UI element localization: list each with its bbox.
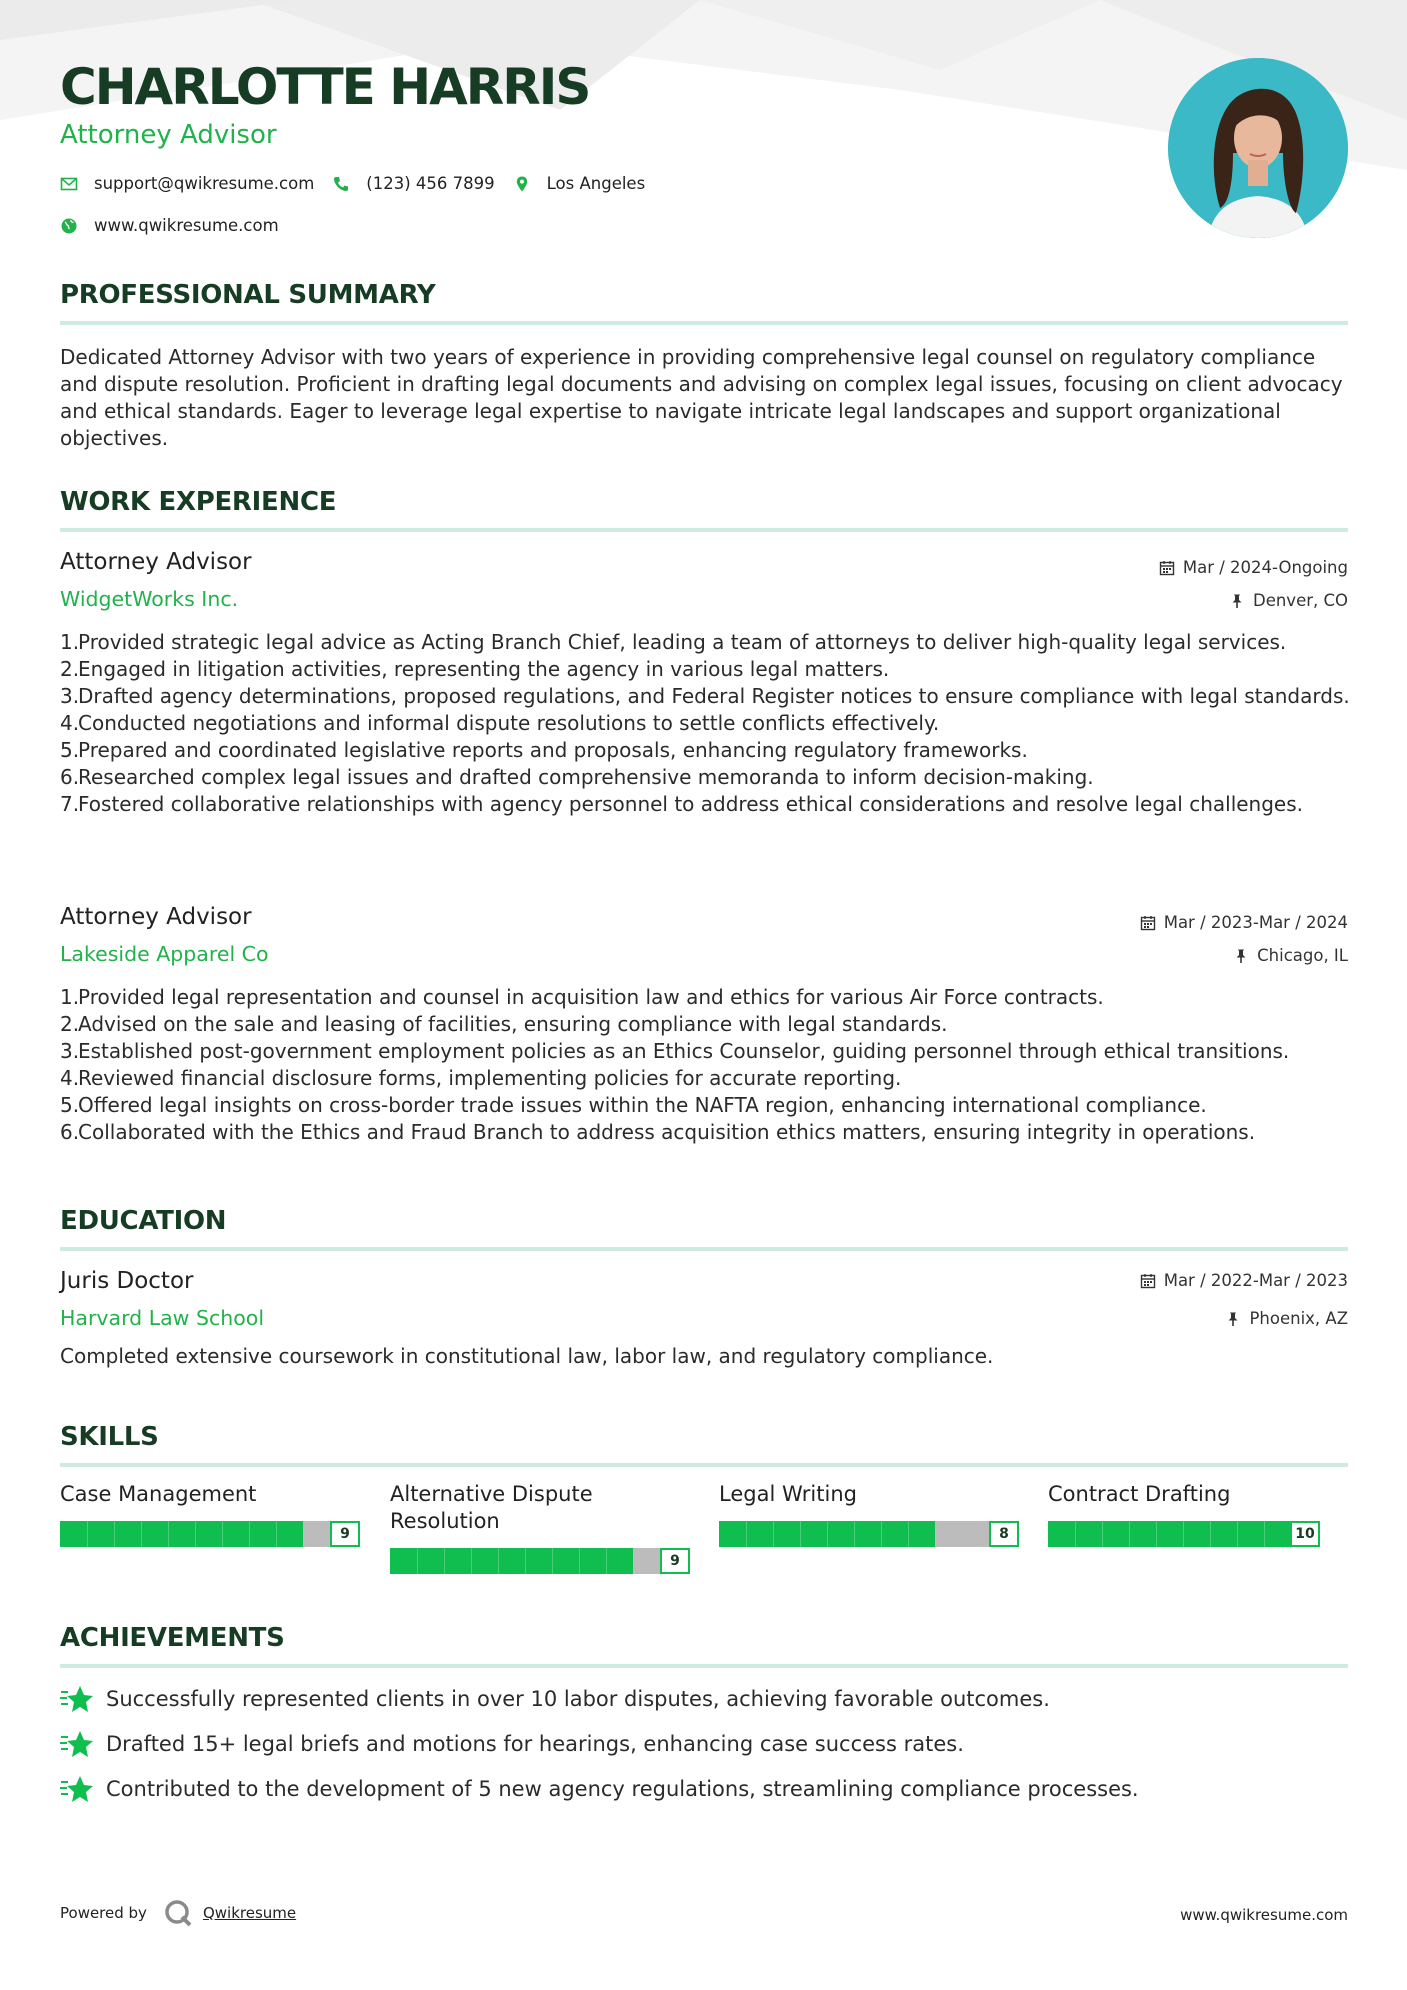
list-item: 7. Fostered collaborative relationships with agency personnel to address ethical considerations and resolve legal challenges. — [60, 792, 1304, 816]
skill-name: Contract Drafting — [1048, 1482, 1231, 1506]
skill-bar-segment-divider — [827, 1521, 828, 1547]
education-description: Completed extensive coursework in constitutional law, labor law, and regulatory compliance. — [60, 1344, 994, 1368]
pushpin-icon — [1225, 1311, 1241, 1327]
achievement-text: Successfully represented clients in over 10 labor disputes, achieving favorable outcomes. — [106, 1687, 1050, 1711]
job-dates-text: Mar / 2023-Mar / 2024 — [1163, 913, 1348, 932]
summary-text: Dedicated Attorney Advisor with two years of experience in providing comprehensive legal counsel on regulatory compliance and dispute resolution. Proficient in drafting legal documents and advising on complex legal issues, focusing on client advocacy and ethical standards. Eager to leverage legal expertise to navigate intricate legal landscapes and support organizational objectives. — [60, 345, 1343, 450]
list-item: 6. Researched complex legal issues and drafted comprehensive memoranda to inform decision-making. — [60, 765, 1094, 789]
job-title: Attorney Advisor — [60, 904, 252, 930]
skill-bar-segment-divider — [444, 1548, 445, 1574]
star-icon — [60, 1684, 94, 1714]
map-pin-icon — [513, 175, 531, 193]
brand-link[interactable]: Qwikresume — [202, 1904, 297, 1922]
contact-row-secondary — [60, 216, 297, 235]
skill-bar-segment-divider — [746, 1521, 747, 1547]
calendar-icon — [1159, 560, 1175, 576]
skill-bar-segment-divider — [881, 1521, 882, 1547]
section-title-achievements: ACHIEVEMENTS — [60, 1623, 285, 1653]
skill-bar-segment-divider — [114, 1521, 115, 1547]
skill-bar-segment-divider — [579, 1548, 580, 1574]
skill-bar-fill — [60, 1521, 303, 1547]
skill-bar-track — [1048, 1521, 1318, 1547]
calendar-icon — [1140, 1273, 1156, 1289]
job-bullets — [60, 984, 1350, 1146]
section-divider — [60, 321, 1348, 325]
list-item: 5. Offered legal insights on cross-border trade issues within the NAFTA region, enhancing international compliance. — [60, 1093, 1207, 1117]
section-title-education: EDUCATION — [60, 1206, 227, 1236]
skill-item — [719, 1481, 1019, 1542]
job-dates — [1159, 558, 1348, 577]
job-dates — [1140, 913, 1348, 932]
education-dates — [1140, 1271, 1348, 1290]
profile-photo — [1168, 58, 1348, 238]
skill-bar-segment-divider — [606, 1548, 607, 1574]
skill-level-bar — [719, 1517, 1019, 1547]
phone-icon — [332, 175, 350, 193]
skill-bar-segment-divider — [87, 1521, 88, 1547]
skill-bar-segment-divider — [525, 1548, 526, 1574]
skill-bar-fill — [719, 1521, 935, 1547]
skill-level-bar — [1048, 1517, 1348, 1547]
job-location-text: Denver, CO — [1252, 591, 1348, 610]
footer-powered-by — [60, 1898, 296, 1928]
skill-bar-segment-divider — [249, 1521, 250, 1547]
list-item: 2. Advised on the sale and leasing of facilities, ensuring compliance with legal standards. — [60, 1012, 948, 1036]
skill-bar-segment-divider — [141, 1521, 142, 1547]
globe-icon — [60, 217, 78, 235]
list-item: 4. Conducted negotiations and informal dispute resolutions to settle conflicts effectively. — [60, 711, 940, 735]
education-location-text: Phoenix, AZ — [1249, 1309, 1348, 1328]
skill-bar-segment-divider — [800, 1521, 801, 1547]
skill-level-badge: 9 — [660, 1548, 690, 1574]
skill-bar-segment-divider — [195, 1521, 196, 1547]
star-icon — [60, 1774, 94, 1804]
achievement-text: Contributed to the development of 5 new agency regulations, streamlining compliance processes. — [106, 1777, 1139, 1801]
contact-email[interactable] — [60, 174, 314, 193]
achievement-item — [60, 1774, 1139, 1804]
skill-bar-segment-divider — [552, 1548, 553, 1574]
job-company: Lakeside Apparel Co — [60, 942, 269, 966]
skill-bar-track — [60, 1521, 330, 1547]
powered-by-label: Powered by — [60, 1904, 147, 1922]
candidate-name: CHARLOTTE HARRIS — [60, 58, 590, 116]
list-item: 3. Established post-government employment policies as an Ethics Counselor, guiding personnel through ethical transitions. — [60, 1039, 1290, 1063]
skill-name: Legal Writing — [719, 1482, 857, 1506]
skill-item — [60, 1481, 360, 1542]
job-location — [1233, 946, 1348, 965]
skill-bar-track — [719, 1521, 989, 1547]
job-dates-text: Mar / 2024-Ongoing — [1182, 558, 1348, 577]
skill-bar-segment-divider — [417, 1548, 418, 1574]
contact-row-primary — [60, 174, 663, 193]
skill-bar-segment-divider — [1237, 1521, 1238, 1547]
skill-bar-segment-divider — [1129, 1521, 1130, 1547]
section-divider — [60, 528, 1348, 532]
education-degree: Juris Doctor — [60, 1268, 194, 1294]
skill-bar-segment-divider — [1102, 1521, 1103, 1547]
skill-name: Alternative Dispute Resolution — [390, 1482, 593, 1533]
star-icon — [60, 1729, 94, 1759]
list-item: 4. Reviewed financial disclosure forms, implementing policies for accurate reporting. — [60, 1066, 902, 1090]
list-item: 2. Engaged in litigation activities, representing the agency in various legal matters. — [60, 657, 890, 681]
section-title-experience: WORK EXPERIENCE — [60, 487, 337, 517]
contact-website-text: www.qwikresume.com — [94, 216, 279, 235]
pushpin-icon — [1233, 948, 1249, 964]
skill-bar-segment-divider — [1210, 1521, 1211, 1547]
pushpin-icon — [1229, 593, 1245, 609]
contact-website[interactable] — [60, 216, 279, 235]
list-item: 3. Drafted agency determinations, proposed regulations, and Federal Register notices to ensure compliance with legal standards. — [60, 684, 1350, 708]
section-divider — [60, 1463, 1348, 1467]
skill-bar-segment-divider — [471, 1548, 472, 1574]
education-location — [1225, 1309, 1348, 1328]
list-item: 6. Collaborated with the Ethics and Fraud Branch to address acquisition ethics matters, ensuring integrity in operations. — [60, 1120, 1256, 1144]
envelope-icon — [60, 175, 78, 193]
list-item: 1. Provided legal representation and counsel in acquisition law and ethics for various Air Force contracts. — [60, 985, 1104, 1009]
skill-bar-segment-divider — [276, 1521, 277, 1547]
skill-bar-segment-divider — [168, 1521, 169, 1547]
contact-location-text: Los Angeles — [546, 174, 646, 193]
skill-bar-track — [390, 1548, 660, 1574]
section-divider — [60, 1664, 1348, 1668]
skill-bar-segment-divider — [1156, 1521, 1157, 1547]
skill-level-badge: 8 — [989, 1521, 1019, 1547]
skill-bar-fill — [1048, 1521, 1318, 1547]
calendar-icon — [1140, 915, 1156, 931]
skill-item — [390, 1481, 690, 1569]
skill-level-bar — [390, 1544, 690, 1574]
candidate-role: Attorney Advisor — [60, 120, 277, 150]
skill-level-bar — [60, 1517, 360, 1547]
section-divider — [60, 1247, 1348, 1251]
skill-bar-segment-divider — [773, 1521, 774, 1547]
skill-level-badge: 9 — [330, 1521, 360, 1547]
section-title-skills: SKILLS — [60, 1422, 159, 1452]
list-item: 1. Provided strategic legal advice as Acting Branch Chief, leading a team of attorneys to deliver high-quality legal services. — [60, 630, 1287, 654]
job-location-text: Chicago, IL — [1257, 946, 1348, 965]
profile-photo-illustration — [1168, 58, 1348, 238]
skill-bar-segment-divider — [1264, 1521, 1265, 1547]
qwikresume-logo-icon — [163, 1898, 193, 1928]
job-title: Attorney Advisor — [60, 549, 252, 575]
section-title-summary: PROFESSIONAL SUMMARY — [60, 280, 436, 310]
achievement-item — [60, 1684, 1050, 1714]
job-company: WidgetWorks Inc. — [60, 587, 239, 611]
skill-bar-segment-divider — [1075, 1521, 1076, 1547]
skill-bar-segment-divider — [222, 1521, 223, 1547]
skill-bar-segment-divider — [498, 1548, 499, 1574]
skill-bar-fill — [390, 1548, 633, 1574]
skill-bar-segment-divider — [1183, 1521, 1184, 1547]
footer-website[interactable]: www.qwikresume.com — [1180, 1906, 1348, 1924]
skill-bar-segment-divider — [854, 1521, 855, 1547]
contact-email-text: support@qwikresume.com — [94, 174, 315, 193]
list-item: 5. Prepared and coordinated legislative reports and proposals, enhancing regulatory frameworks. — [60, 738, 1028, 762]
contact-phone[interactable] — [332, 174, 494, 193]
education-school: Harvard Law School — [60, 1306, 265, 1330]
achievement-text: Drafted 15+ legal briefs and motions for hearings, enhancing case success rates. — [106, 1732, 964, 1756]
job-bullets — [60, 629, 1350, 818]
skill-bar-segment-divider — [908, 1521, 909, 1547]
skill-name: Case Management — [60, 1482, 257, 1506]
skill-level-badge: 10 — [1290, 1521, 1320, 1547]
education-dates-text: Mar / 2022-Mar / 2023 — [1163, 1271, 1348, 1290]
skill-item — [1048, 1481, 1348, 1542]
job-location — [1229, 591, 1348, 610]
contact-phone-text: (123) 456 7899 — [366, 174, 495, 193]
achievement-item — [60, 1729, 964, 1759]
contact-location — [513, 174, 646, 193]
